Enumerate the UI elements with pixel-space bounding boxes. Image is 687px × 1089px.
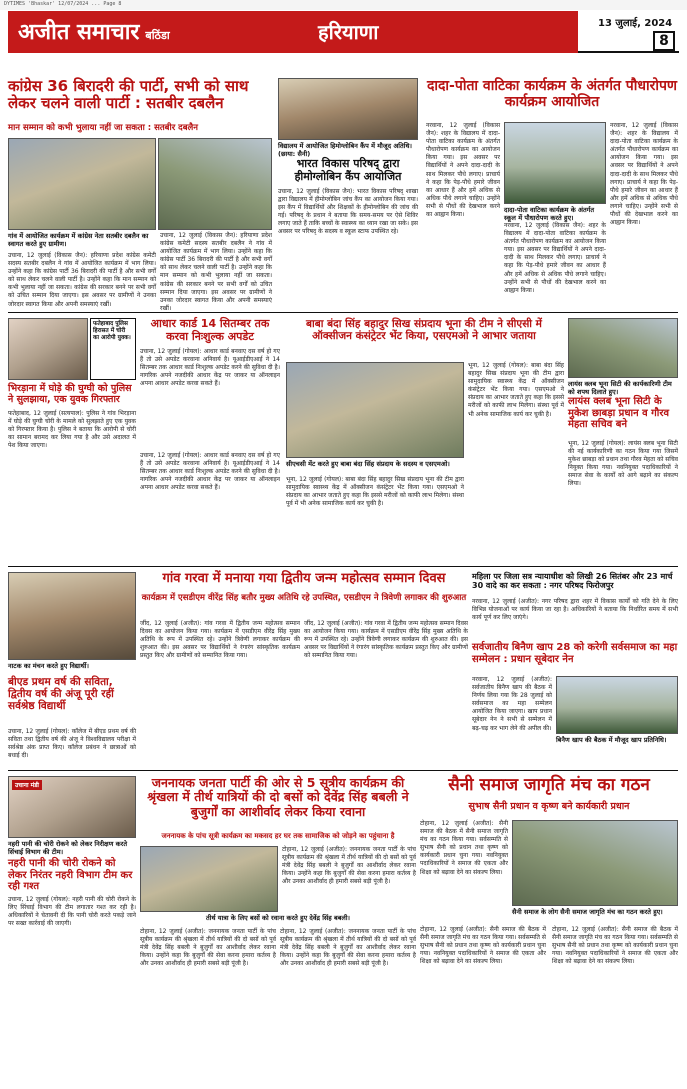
story-6-body: भूना, 12 जुलाई (गोयल): बाबा बंदा सिंह बहादुर सिख संप्रदाय भूना की टीम द्वारा सामुदायिक स्वास्थ्य केंद्र में ऑक्सीजन कंसंट्रेटर भेंट किया गया। एसएमओ ने संप्रदाय का आभार जताते हुए कहा कि इससे मरीजों को काफी लाभ मिलेगा। संस्था पूर्व में भी अनेक सामाजिक कार्य कर चुकी है। [286, 476, 464, 508]
story-14-subhead: सुभाष सैनी प्रधान व कृष्ण बने कार्यकारी प्रधान [468, 801, 630, 812]
story-5-photo [8, 318, 88, 380]
story-14-body: टोहाना, 12 जुलाई (अजीत): सैनी समाज की बैठक में सैनी समाज जागृति मंच का गठन किया गया। सर्वसम्मति से सुभाष सैनी को प्रधान तथा कृष्ण को कार्यकारी प्रधान चुना गया। नवनियुक्त पदाधिकारियों ने समाज की एकता और शिक्षा को बढ़ावा देने का संकल्प लिया। [420, 820, 508, 876]
story-1-caption: गांव में आयोजित कार्यक्रम में कांग्रेस नेता सतबीर दबलैन का स्वागत करते हुए ग्रामीण। [8, 232, 149, 249]
story-4-headline: आधार कार्ड 14 सितम्बर तक करवा निःशुल्क अपडेट [150, 317, 270, 343]
story-7-headline: लायंस क्लब भूना सिटी के मुकेश छाबड़ा प्रधान व गौरव मेहता सचिव बने [568, 396, 670, 430]
story-12-headline: नहरी पानी की चोरी रोकने को लेकर निरंतर नहरी विभाग टीम कर रही गश्त [8, 858, 133, 892]
story-13-headline: जननायक जनता पार्टी की ओर से 5 सूत्रीय कार्यक्रम की श्रृंखला में तीर्थ यात्रियों की दो बसों को देवेंद्र सिंह बबली ने बुजुर्गों का आशीर्वाद लेकर किया रवाना [147, 775, 409, 819]
story-13-caption: तीर्थ यात्रा के लिए बसों को रवाना करते हुए देवेंद्र सिंह बबली। [206, 914, 350, 922]
story-9-headline: बीएड प्रथम वर्ष की सविता, द्वितीय वर्ष की अंजू पूरी रहीं सर्वश्रेष्ठ विद्यार्थी [8, 676, 114, 713]
story-11-caption: बिनैण खाप की बैठक में मौजूद खाप प्रतिनिधि। [556, 736, 667, 744]
page-number: 8 [653, 31, 675, 51]
story-5-body: फतेहाबाद, 12 जुलाई (सत्यपाल): पुलिस ने गांव भिरड़ाना में घोड़े की घुग्घी चोरी के मामले को सुलझाते हुए एक युवक को गिरफ्तार किया है। पुलिस ने बताया कि आरोपी से चोरी का सामान बरामद कर लिया गया है और उसे अदालत में पेश किया जाएगा। [8, 410, 136, 450]
masthead [8, 11, 679, 53]
story-3-headline: दादा-पोता वाटिका कार्यक्रम के अंतर्गत पौधारोपण कार्यक्रम आयोजित [426, 78, 678, 111]
story-1-photo [8, 138, 156, 230]
newspaper-brand [8, 11, 248, 53]
story-12-photo [8, 776, 136, 838]
story-4-body-cont: उचाना, 12 जुलाई (गोयल): आधार कार्ड बनवाए दस वर्ष हो गए हैं तो उसे अपडेट करवाना अनिवार्य है। यूआईडीएआई ने 14 सितम्बर तक आधार कार्ड निःशुल्क अपडेट करने की सुविधा दी है। नागरिक अपने नजदीकी आधार केंद्र पर जाकर या ऑनलाइन अपना आधार अपडेट करवा सकते हैं। [140, 452, 280, 492]
story-14-body-cont-2: टोहाना, 12 जुलाई (अजीत): सैनी समाज की बैठक में सैनी समाज जागृति मंच का गठन किया गया। सर्वसम्मति से सुभाष सैनी को प्रधान तथा कृष्ण को कार्यकारी प्रधान चुना गया। नवनियुक्त पदाधिकारियों ने समाज की एकता और शिक्षा को बढ़ावा देने का संकल्प लिया। [552, 926, 678, 966]
story-10-headline: महिला पर जिला सत्र न्यायाधीश को लिखी 26 सितंबर और 23 मार्च 30 वादे का कर सकता : नगर परिषद फिरोजपुर [472, 572, 673, 591]
story-1-body: उचाना, 12 जुलाई (विकास जैन): हरियाणा प्रदेश कांग्रेस कमेटी सदस्य सतबीर दबलैन ने गांव में आयोजित कार्यक्रम में भाग लिया। उन्होंने कहा कि कांग्रेस पार्टी 36 बिरादरी की पार्टी है और सभी वर्गों को साथ लेकर चलने वाली पार्टी है। उन्होंने कहा कि मान सम्मान को कभी भुलाया नहीं जा सकता। कांग्रेस की सरकार बनने पर सभी वर्गों को उचित सम्मान दिया जाएगा। इस अवसर पर ग्रामीणों ने उनका जोरदार स्वागत किया और अपनी समस्याएं रखीं। [8, 252, 156, 308]
story-1-subhead: मान सम्मान को कभी भुलाया नहीं जा सकता : सतबीर दबलैन [8, 123, 199, 133]
story-12-caption: नहरी पानी की चोरी रोकने को लेकर निरीक्षण करते सिंचाई विभाग की टीम। [8, 840, 128, 857]
story-12-photo-label: उचाना मंडी [12, 780, 42, 790]
story-12-body: उचाना, 12 जुलाई (गोयल): नहरी पानी की चोरी रोकने के लिए सिंचाई विभाग की टीम लगातार गश्त कर रही है। अधिकारियों ने चेतावनी दी कि पानी चोरी करते पकड़े जाने पर सख्त कार्रवाई की जाएगी। [8, 896, 136, 928]
story-8-headline: गांव गरवा में मनाया गया द्वितीय जन्म महोत्सव सम्मान दिवस [162, 571, 446, 586]
story-14-headline: सैनी समाज जागृति मंच का गठन [448, 775, 650, 795]
story-14-body-cont: टोहाना, 12 जुलाई (अजीत): सैनी समाज की बैठक में सैनी समाज जागृति मंच का गठन किया गया। सर्वसम्मति से सुभाष सैनी को प्रधान तथा कृष्ण को कार्यकारी प्रधान चुना गया। नवनियुक्त पदाधिकारियों ने समाज की एकता और शिक्षा को बढ़ावा देने का संकल्प लिया। [420, 926, 546, 966]
section-title: हरियाणा [248, 11, 578, 53]
story-1-headline: कांग्रेस 36 बिरादरी की पार्टी, सभी को साथ लेकर चलने वाली पार्टी : सतबीर दबलैन [8, 77, 249, 113]
story-9-body: उचाना, 12 जुलाई (गोयल): कॉलेज में बीएड प्रथम वर्ष की सविता तथा द्वितीय वर्ष की अंजू ने विश्वविद्यालय परीक्षा में सर्वश्रेष्ठ अंक प्राप्त किए। कॉलेज प्रबंधन ने छात्राओं को बधाई दी। [8, 728, 136, 760]
story-11-body: नरवाना, 12 जुलाई (अजीत): सर्वजातीय बिनैण खाप की बैठक में निर्णय लिया गया कि 28 जुलाई को सर्वसमाज का महा सम्मेलन आयोजित किया जाएगा। खाप प्रधान सूबेदार नेन ने सभी से सम्मेलन में बढ़-चढ़ कर भाग लेने की अपील की। [472, 676, 552, 732]
story-6-caption: सीएचसी मेंट करते हुए बाबा बंदा सिंह संप्रदाय के सदस्य व एसएमओ। [286, 460, 450, 468]
story-3-caption: दादा-पोता वाटिका कार्यक्रम के अंतर्गत स्कूल में पौधारोपण करते हुए। [504, 206, 595, 223]
brand-city: बठिंडा [145, 29, 170, 42]
story-1-photo-2 [158, 138, 272, 230]
divider [8, 770, 678, 771]
story-6-body-cont: भूना, 12 जुलाई (गोयल): बाबा बंदा सिंह बहादुर सिख संप्रदाय भूना की टीम द्वारा सामुदायिक स्वास्थ्य केंद्र में ऑक्सीजन कंसंट्रेटर भेंट किया गया। एसएमओ ने संप्रदाय का आभार जताते हुए कहा कि इससे मरीजों को काफी लाभ मिलेगा। संस्था पूर्व में भी अनेक सामाजिक कार्य कर चुकी है। [468, 362, 564, 418]
story-7-caption: लायंस क्लब भूना सिटी की कार्यकारिणी टीम को शपथ दिलाते हुए। [568, 380, 672, 397]
story-3-body-cont: नरवाना, 12 जुलाई (विकास जैन): शहर के विद्यालय में दादा-पोता वाटिका कार्यक्रम के अंतर्गत पौधारोपण कार्यक्रम का आयोजन किया गया। इस अवसर पर विद्यार्थियों ने अपने दादा-दादी के साथ मिलकर पौधे लगाए। प्राचार्य ने कहा कि पेड़-पौधे हमारे जीवन का आधार हैं और हमें अधिक से अधिक पौधे लगाने चाहिए। उन्होंने सभी से पौधों की देखभाल करने का आह्वान किया। [504, 222, 606, 294]
print-slug: DYTIMES 'Bhaskar' 12/07/2024 ... Page 8 [0, 0, 687, 10]
story-2-headline: भारत विकास परिषद् द्वारा हीमोग्लोबिन कैंप आयोजित [294, 157, 402, 183]
brand-title: अजीत समाचार [18, 19, 140, 45]
story-3-body-cont-2: नरवाना, 12 जुलाई (विकास जैन): शहर के विद्यालय में दादा-पोता वाटिका कार्यक्रम के अंतर्गत पौधारोपण कार्यक्रम का आयोजन किया गया। इस अवसर पर विद्यार्थियों ने अपने दादा-दादी के साथ मिलकर पौधे लगाए। प्राचार्य ने कहा कि पेड़-पौधे हमारे जीवन का आधार हैं और हमें अधिक से अधिक पौधे लगाने चाहिए। उन्होंने सभी से पौधों की देखभाल करने का आह्वान किया। [610, 122, 678, 227]
story-7-photo [568, 318, 678, 378]
story-3-photo [504, 122, 606, 204]
story-2-photo [278, 78, 418, 140]
divider [8, 566, 678, 567]
story-7-body: भूना, 12 जुलाई (गोयल): लायंस क्लब भूना सिटी की नई कार्यकारिणी का गठन किया गया जिसमें मुकेश छाबड़ा को प्रधान तथा गौरव मेहता को सचिव नियुक्त किया गया। नवनियुक्त पदाधिकारियों ने समाज सेवा के कार्यों को आगे बढ़ाने का संकल्प लिया। [568, 440, 678, 488]
story-8-caption: नाटक का मंचन करते हुए विद्यार्थी। [8, 662, 89, 670]
story-8-body: जींद, 12 जुलाई (अजीत): गांव गरवा में द्वितीय जन्म महोत्सव सम्मान दिवस का आयोजन किया गया। कार्यक्रम में एसडीएम वीरेंद्र सिंह मुख्य अतिथि के रूप में उपस्थित रहे। उन्होंने त्रिवेणी लगाकर कार्यक्रम की शुरुआत की। इस अवसर पर विद्यार्थियों ने रंगारंग सांस्कृतिक कार्यक्रम प्रस्तुत किए और ग्रामीणों को सम्मानित किया गया। [140, 620, 300, 660]
story-8-photo [8, 572, 136, 660]
story-2-caption: विद्यालय में आयोजित हिमोग्लोबिन कैंप में मौजूद अतिथि। (छाया: सैनी) [278, 142, 412, 159]
story-13-photo [140, 846, 278, 912]
story-11-photo [556, 676, 678, 734]
story-10-body: नरवाना, 12 जुलाई (अजीत): नगर परिषद द्वारा शहर में विकास कार्यों को गति देने के लिए विभिन्न योजनाओं पर कार्य किया जा रहा है। अधिकारियों ने बताया कि निर्धारित समय में सभी कार्य पूर्ण कर लिए जाएंगे। [472, 598, 678, 622]
story-6-photo [286, 362, 464, 458]
story-13-body-cont: टोहाना, 12 जुलाई (अजीत): जननायक जनता पार्टी के पांच सूत्रीय कार्यक्रम की श्रृंखला में तीर्थ यात्रियों की दो बसों को पूर्व मंत्री देवेंद्र सिंह बबली ने बुजुर्गों का आशीर्वाद लेकर रवाना किया। उन्होंने कहा कि बुजुर्गों की सेवा करना हमारा कर्तव्य है और उनका आशीर्वाद ही हमारी सबसे बड़ी पूंजी है। [140, 928, 276, 968]
story-5-label: फतेहाबाद पुलिस हिरासत में चोरी का आरोपी युवक। [90, 318, 136, 380]
story-14-caption: सैनी समाज के लोग सैनी समाज जागृति मंच का गठन करते हुए। [512, 908, 663, 916]
story-8-body-cont: जींद, 12 जुलाई (अजीत): गांव गरवा में द्वितीय जन्म महोत्सव सम्मान दिवस का आयोजन किया गया। कार्यक्रम में एसडीएम वीरेंद्र सिंह मुख्य अतिथि के रूप में उपस्थित रहे। उन्होंने त्रिवेणी लगाकर कार्यक्रम की शुरुआत की। इस अवसर पर विद्यार्थियों ने रंगारंग सांस्कृतिक कार्यक्रम प्रस्तुत किए और ग्रामीणों को सम्मानित किया गया। [304, 620, 468, 660]
story-13-subhead: जननायक के पांच सूत्री कार्यक्रम का मकसद हर घर तक सामाजिक को जोड़ने का पहुंचाना है [161, 832, 395, 840]
issue-date: 13 जुलाई, 2024 [598, 18, 673, 29]
story-13-body-cont-2: टोहाना, 12 जुलाई (अजीत): जननायक जनता पार्टी के पांच सूत्रीय कार्यक्रम की श्रृंखला में तीर्थ यात्रियों की दो बसों को पूर्व मंत्री देवेंद्र सिंह बबली ने बुजुर्गों का आशीर्वाद लेकर रवाना किया। उन्होंने कहा कि बुजुर्गों की सेवा करना हमारा कर्तव्य है और उनका आशीर्वाद ही हमारी सबसे बड़ी पूंजी है। [280, 928, 416, 968]
story-1-body-cont: उचाना, 12 जुलाई (विकास जैन): हरियाणा प्रदेश कांग्रेस कमेटी सदस्य सतबीर दबलैन ने गांव में आयोजित कार्यक्रम में भाग लिया। उन्होंने कहा कि कांग्रेस पार्टी 36 बिरादरी की पार्टी है और सभी वर्गों को साथ लेकर चलने वाली पार्टी है। उन्होंने कहा कि मान सम्मान को कभी भुलाया नहीं जा सकता। कांग्रेस की सरकार बनने पर सभी वर्गों को उचित सम्मान दिया जाएगा। इस अवसर पर ग्रामीणों ने उनका जोरदार स्वागत किया और अपनी समस्याएं रखीं। [160, 232, 272, 312]
divider [8, 312, 678, 313]
story-4-body: उचाना, 12 जुलाई (गोयल): आधार कार्ड बनवाए दस वर्ष हो गए हैं तो उसे अपडेट करवाना अनिवार्य है। यूआईडीएआई ने 14 सितम्बर तक आधार कार्ड निःशुल्क अपडेट करने की सुविधा दी है। नागरिक अपने नजदीकी आधार केंद्र पर जाकर या ऑनलाइन अपना आधार अपडेट करवा सकते हैं। [140, 348, 280, 388]
story-14-photo [512, 820, 678, 906]
story-2-body: उचाना, 12 जुलाई (विकास जैन): भारत विकास परिषद् शाखा द्वारा विद्यालय में हीमोग्लोबिन जांच कैंप का आयोजन किया गया। इस कैंप में विद्यार्थियों और शिक्षकों के हीमोग्लोबिन की जांच की गई। परिषद् के प्रधान ने बताया कि समय-समय पर ऐसे शिविर लगाए जाते हैं ताकि बच्चों के स्वास्थ्य का ध्यान रखा जा सके। इस अवसर पर परिषद् के सदस्य व स्कूल स्टाफ उपस्थित रहे। [278, 188, 418, 236]
story-11-headline: सर्वजातीय बिनैण खाप 28 को करेगी सर्वसमाज का महा सम्मेलन : प्रधान सूबेदार नेन [472, 642, 678, 665]
story-8-subhead: कार्यक्रम में एसडीएम वीरेंद्र सिंह बतौर मुख्य अतिथि रहे उपस्थित, एसडीएम ने त्रिवेणी लगाकर की शुरुआत [141, 593, 467, 603]
story-5-headline: भिरड़ाना में घोड़े की घुग्घी को पुलिस ने सुलझाया, एक युवक गिरफ्तार [8, 383, 132, 405]
story-3-body: नरवाना, 12 जुलाई (विकास जैन): शहर के विद्यालय में दादा-पोता वाटिका कार्यक्रम के अंतर्गत पौधारोपण कार्यक्रम का आयोजन किया गया। इस अवसर पर विद्यार्थियों ने अपने दादा-दादी के साथ मिलकर पौधे लगाए। प्राचार्य ने कहा कि पेड़-पौधे हमारे जीवन का आधार हैं और हमें अधिक से अधिक पौधे लगाने चाहिए। उन्होंने सभी से पौधों की देखभाल करने का आह्वान किया। [426, 122, 500, 219]
story-6-headline: बाबा बंदा सिंह बहादुर सिख संप्रदाय भूना की टीम ने सीएसी में ऑक्सीजन कंसंट्रेटर भेंट किया, एसएमओ ने आभार जताया [306, 318, 542, 343]
story-13-body: टोहाना, 12 जुलाई (अजीत): जननायक जनता पार्टी के पांच सूत्रीय कार्यक्रम की श्रृंखला में तीर्थ यात्रियों की दो बसों को पूर्व मंत्री देवेंद्र सिंह बबली ने बुजुर्गों का आशीर्वाद लेकर रवाना किया। उन्होंने कहा कि बुजुर्गों की सेवा करना हमारा कर्तव्य है और उनका आशीर्वाद ही हमारी सबसे बड़ी पूंजी है। [282, 846, 416, 886]
